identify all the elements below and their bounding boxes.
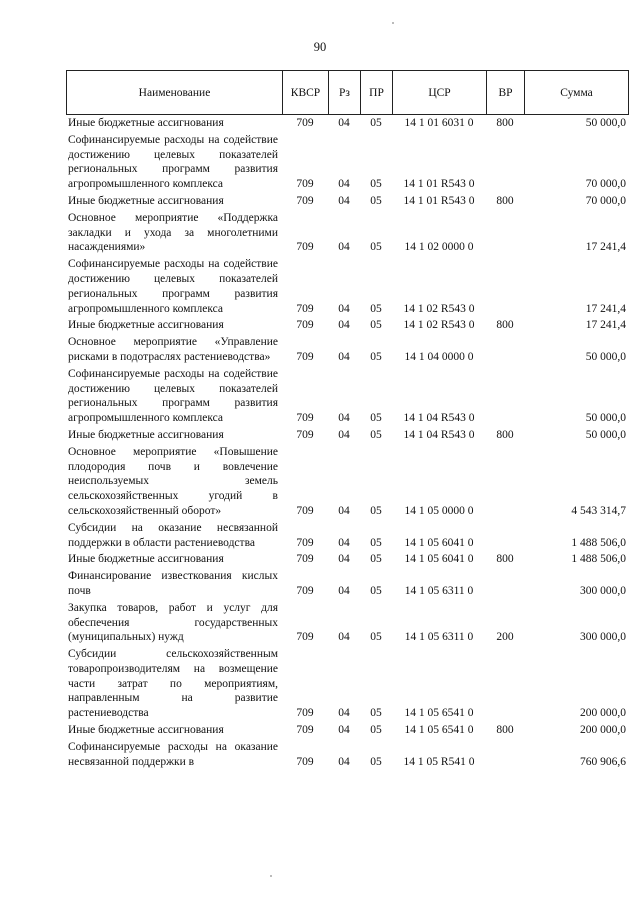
- table-row: [66, 192, 628, 209]
- col-header-csr: ЦСР: [393, 71, 487, 115]
- cell-csr: 14 1 05 6541 0: [404, 724, 474, 737]
- cell-csr: 14 1 05 6041 0: [404, 553, 474, 566]
- cell-csr: 14 1 02 R543 0: [403, 302, 475, 315]
- cell-pr: 05: [370, 553, 382, 566]
- cell-sum: 300 000,0: [580, 584, 626, 597]
- cell-rz: 04: [338, 350, 350, 363]
- cell-kvsr: 709: [296, 319, 314, 332]
- cell-rz: 04: [338, 584, 350, 597]
- table-row: [66, 550, 628, 567]
- cell-name: Софинансируемые расходы на оказание несвязанной поддержки в: [68, 740, 278, 768]
- cell-vr: 200: [496, 631, 514, 644]
- cell-name: Иные бюджетные ассигнования: [68, 194, 224, 207]
- cell-vr: [486, 131, 524, 192]
- cell-kvsr: 709: [296, 350, 314, 363]
- cell-vr: 800: [496, 194, 514, 207]
- cell-vr: [486, 645, 524, 721]
- page-number: 90: [313, 40, 327, 54]
- cell-sum: 70 000,0: [585, 178, 626, 191]
- table-row: [66, 721, 628, 738]
- table-row: [66, 255, 628, 316]
- cell-name: Софинансируемые расходы на содействие достижению целевых показателей региональных программ развития агропромышленного комплекса: [68, 367, 278, 425]
- cell-csr: 14 1 02 R543 0: [403, 319, 475, 332]
- cell-name: Основное мероприятие «Управление рисками в подотраслях растениеводства»: [68, 336, 278, 363]
- cell-sum: 50 000,0: [585, 428, 626, 441]
- cell-vr: 800: [496, 319, 514, 332]
- cell-vr: 800: [496, 724, 514, 737]
- cell-pr: 05: [370, 194, 382, 207]
- cell-pr: 05: [370, 302, 382, 315]
- cell-pr: 05: [370, 631, 382, 644]
- cell-vr: 800: [496, 428, 514, 441]
- cell-kvsr: 709: [296, 302, 314, 315]
- cell-vr: [486, 443, 524, 519]
- cell-rz: 04: [338, 194, 350, 207]
- cell-csr: 14 1 01 6031 0: [404, 117, 474, 129]
- cell-name: Субсидии на оказание несвязанной поддержки в области растениеводства: [68, 521, 278, 549]
- cell-sum: 200 000,0: [580, 724, 626, 737]
- cell-rz: 04: [338, 412, 350, 425]
- cell-kvsr: 709: [296, 536, 314, 549]
- table-row: [66, 426, 628, 443]
- cell-vr: [486, 209, 524, 255]
- cell-sum: 300 000,0: [580, 631, 626, 644]
- cell-kvsr: 709: [296, 194, 314, 207]
- cell-kvsr: 709: [296, 584, 314, 597]
- cell-csr: 14 1 01 R543 0: [403, 178, 475, 191]
- cell-vr: 800: [496, 553, 514, 566]
- cell-kvsr: 709: [296, 428, 314, 441]
- table-row: [66, 443, 628, 519]
- cell-rz: 04: [338, 319, 350, 332]
- col-header-rz: Рз: [329, 71, 361, 115]
- cell-rz: 04: [338, 536, 350, 549]
- cell-kvsr: 709: [296, 724, 314, 737]
- cell-csr: 14 1 04 R543 0: [403, 428, 475, 441]
- cell-kvsr: 709: [296, 553, 314, 566]
- cell-kvsr: 709: [296, 412, 314, 425]
- table-row: [66, 116, 628, 131]
- cell-rz: 04: [338, 755, 350, 768]
- cell-pr: 05: [370, 241, 382, 254]
- cell-kvsr: 709: [296, 241, 314, 254]
- cell-sum: 200 000,0: [580, 707, 626, 720]
- cell-sum: 1 488 506,0: [571, 553, 626, 566]
- cell-csr: 14 1 04 R543 0: [403, 412, 475, 425]
- cell-csr: 14 1 05 6311 0: [404, 631, 474, 644]
- cell-sum: 17 241,4: [585, 241, 626, 254]
- cell-sum: 1 488 506,0: [571, 536, 626, 549]
- cell-kvsr: 709: [296, 178, 314, 191]
- cell-kvsr: 709: [296, 755, 314, 768]
- cell-vr: [486, 738, 524, 770]
- cell-pr: 05: [370, 428, 382, 441]
- scan-speck: [270, 875, 272, 877]
- cell-csr: 14 1 05 6311 0: [404, 584, 474, 597]
- cell-csr: 14 1 01 R543 0: [403, 194, 475, 207]
- cell-vr: [486, 255, 524, 316]
- table-row: [66, 567, 628, 599]
- cell-pr: 05: [370, 536, 382, 549]
- table-row: [66, 333, 628, 365]
- cell-rz: 04: [338, 178, 350, 191]
- cell-name: Основное мероприятие «Повышение плодородия почв и вовлечение неиспользуемых земель сельскохозяйственных угодий в сельскохозяйственный оборот»: [68, 445, 278, 517]
- cell-kvsr: 709: [296, 707, 314, 720]
- cell-rz: 04: [338, 428, 350, 441]
- cell-vr: [486, 567, 524, 599]
- col-header-pr: ПР: [361, 71, 393, 115]
- cell-name: Софинансируемые расходы на содействие достижению целевых показателей региональных программ развития агропромышленного комплекса: [68, 133, 278, 191]
- cell-vr: 800: [496, 117, 514, 129]
- cell-vr: [486, 333, 524, 365]
- cell-pr: 05: [370, 707, 382, 720]
- cell-name: Основное мероприятие «Поддержка закладки и ухода за многолетними насаждениями»: [68, 211, 278, 254]
- cell-pr: 05: [370, 755, 382, 768]
- cell-kvsr: 709: [296, 504, 314, 517]
- cell-pr: 05: [370, 504, 382, 517]
- col-header-sum: Сумма: [525, 71, 629, 115]
- cell-name: Финансирование известкования кислых почв: [68, 570, 278, 597]
- cell-name: Иные бюджетные ассигнования: [68, 428, 224, 441]
- cell-rz: 04: [338, 553, 350, 566]
- cell-csr: 14 1 05 6041 0: [404, 536, 474, 549]
- cell-pr: 05: [370, 350, 382, 363]
- cell-pr: 05: [370, 178, 382, 191]
- col-header-vr: ВР: [487, 71, 525, 115]
- cell-rz: 04: [338, 241, 350, 254]
- table-row: [66, 645, 628, 721]
- cell-rz: 04: [338, 631, 350, 644]
- cell-csr: 14 1 05 0000 0: [404, 504, 474, 517]
- cell-pr: 05: [370, 584, 382, 597]
- cell-sum: 4 543 314,7: [571, 504, 626, 517]
- cell-csr: 14 1 05 6541 0: [404, 707, 474, 720]
- table-row: [66, 365, 628, 426]
- col-header-name: Наименование: [67, 71, 283, 115]
- cell-pr: 05: [370, 724, 382, 737]
- cell-sum: 70 000,0: [585, 194, 626, 207]
- cell-name: Софинансируемые расходы на содействие достижению целевых показателей региональных программ развития агропромышленного комплекса: [68, 258, 278, 315]
- table-row: [66, 599, 628, 645]
- cell-rz: 04: [338, 504, 350, 517]
- cell-rz: 04: [338, 707, 350, 720]
- cell-name: Иные бюджетные ассигнования: [68, 724, 224, 737]
- cell-name: Иные бюджетные ассигнования: [68, 117, 224, 129]
- scan-speck: [392, 22, 394, 24]
- table-row: [66, 316, 628, 333]
- cell-rz: 04: [338, 724, 350, 737]
- cell-csr: 14 1 04 0000 0: [404, 350, 474, 363]
- cell-pr: 05: [370, 319, 382, 332]
- cell-kvsr: 709: [296, 631, 314, 644]
- cell-sum: 50 000,0: [585, 350, 626, 363]
- cell-sum: 17 241,4: [585, 319, 626, 332]
- cell-name: Закупка товаров, работ и услуг для обеспечения государственных (муниципальных) нужд: [68, 601, 278, 644]
- cell-pr: 05: [370, 117, 382, 129]
- cell-name: Иные бюджетные ассигнования: [68, 553, 224, 566]
- cell-name: Иные бюджетные ассигнования: [68, 319, 224, 332]
- col-header-kvsr: КВСР: [283, 71, 329, 115]
- cell-rz: 04: [338, 117, 350, 129]
- cell-name: Субсидии сельскохозяйственным товаропроизводителям на возмещение части затрат по мероприятиям, направленным на развитие растениеводства: [68, 648, 278, 720]
- cell-vr: [486, 365, 524, 426]
- cell-rz: 04: [338, 302, 350, 315]
- cell-sum: 17 241,4: [585, 302, 626, 315]
- cell-sum: 50 000,0: [585, 412, 626, 425]
- cell-sum: 760 906,6: [580, 755, 626, 768]
- budget-table: [66, 116, 628, 769]
- table-row: [66, 131, 628, 192]
- cell-kvsr: 709: [296, 117, 314, 129]
- cell-sum: 50 000,0: [585, 117, 626, 129]
- table-header: [66, 70, 629, 115]
- table-row: [66, 519, 628, 551]
- cell-csr: 14 1 05 R541 0: [403, 755, 475, 768]
- cell-pr: 05: [370, 412, 382, 425]
- table-row: [66, 738, 628, 770]
- cell-vr: [486, 519, 524, 551]
- table-row: [66, 209, 628, 255]
- cell-csr: 14 1 02 0000 0: [404, 241, 474, 254]
